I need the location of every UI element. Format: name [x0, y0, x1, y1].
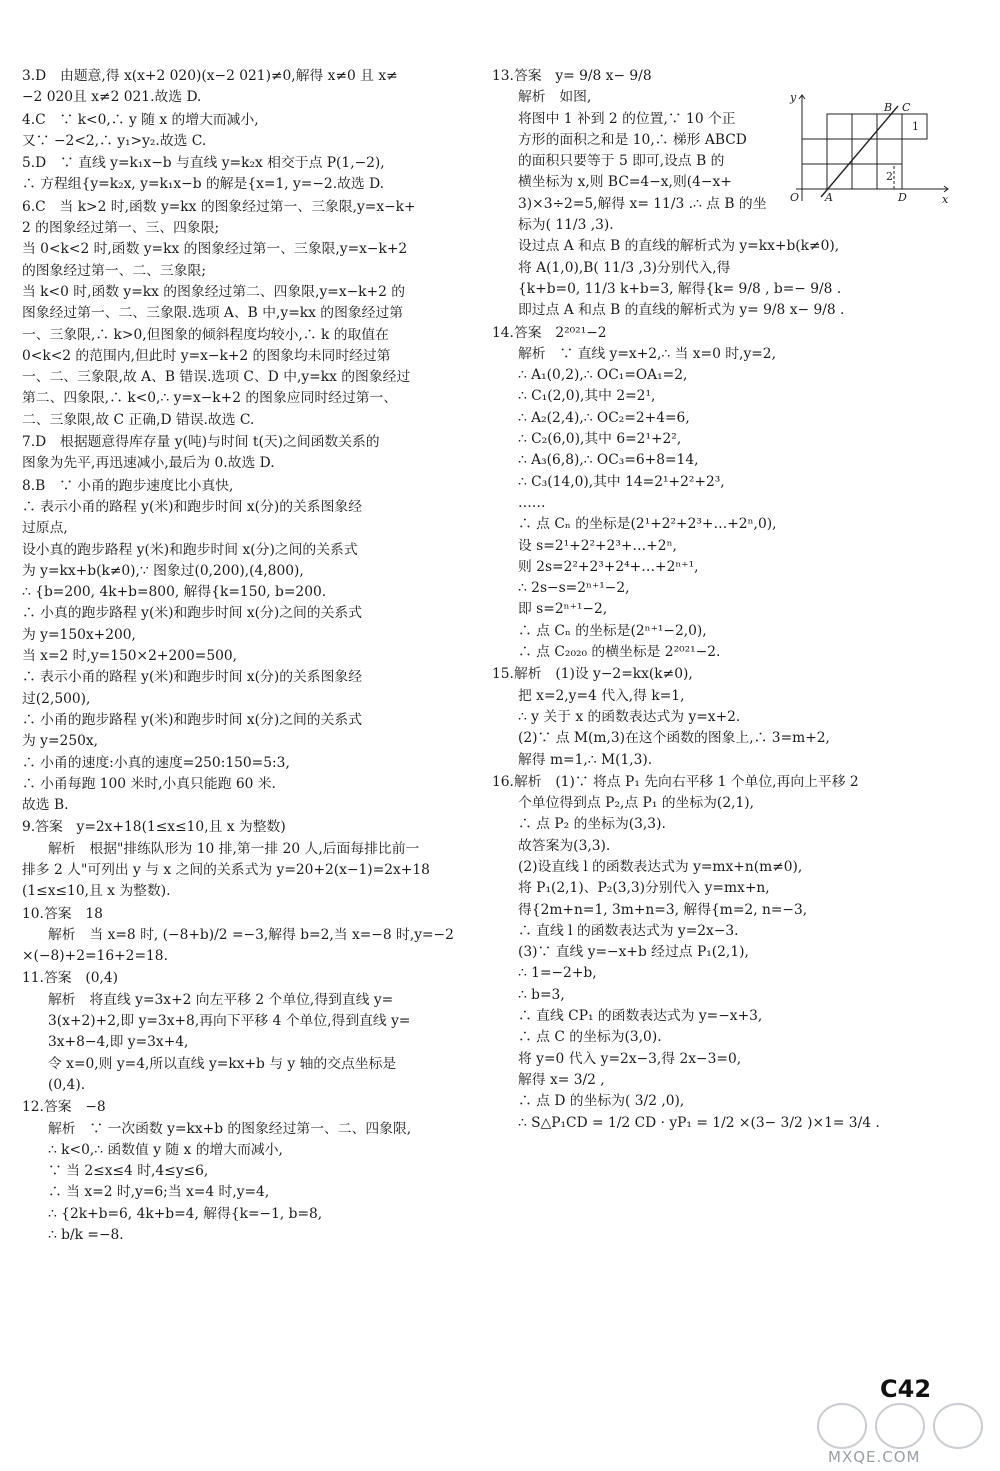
line: 将图中 1 补到 2 的位置,∵ 10 个正 — [518, 110, 736, 127]
line: 一、三象限,∴ k>0,但图象的倾斜程度均较小,∴ k 的取值在 — [22, 326, 389, 343]
line: 图象为先平,再迅速减小,最后为 0.故选 D. — [22, 455, 275, 472]
line: 6.C 当 k>2 时,函数 y=kx 的图象经过第一、三象限,y=x−k+ — [22, 198, 416, 215]
line: ∴ 点 P₂ 的坐标为(3,3). — [518, 816, 666, 833]
line: 当 k<0 时,函数 y=kx 的图象经过第二、四象限,y=x−k+2 的 — [22, 283, 406, 300]
grid-square — [852, 139, 877, 164]
line: 为 y=150x+200, — [22, 626, 136, 643]
grid-square — [852, 164, 877, 189]
line: −2 020且 x≠2 021.故选 D. — [22, 89, 202, 106]
watermark-circle — [876, 1404, 924, 1448]
line: ∴ 当 x=2 时,y=6;当 x=4 时,y=4, — [48, 1184, 270, 1201]
line: 14.答案 2²⁰²¹−2 — [492, 324, 607, 341]
line: ∴ A₃(6,8),∴ OC₃=6+8=14, — [518, 452, 699, 469]
line: 一、二、三象限,故 A、B 错误.选项 C、D 中,y=kx 的图象经过 — [22, 369, 411, 386]
line: ∴ 方程组{y=k₂x, y=k₁x−b 的解是{x=1, y=−2.故选 D. — [22, 176, 385, 193]
grid-square — [802, 164, 827, 189]
page-number: C42 — [880, 1375, 932, 1403]
watermark-circle — [818, 1404, 866, 1448]
line: ∴ 1=−2+b, — [518, 965, 597, 982]
line: 设小真的跑步路程 y(米)和跑步时间 x(分)之间的关系式 — [22, 541, 358, 558]
line: ∴ 点 C₂₀₂₀ 的横坐标是 2²⁰²¹−2. — [518, 644, 721, 661]
line: (1≤x≤10,且 x 为整数). — [22, 883, 171, 900]
line: ∴ y 关于 x 的函数表达式为 y=x+2. — [518, 708, 741, 725]
line: ∴ 点 C 的坐标为(3,0). — [518, 1029, 662, 1046]
line: 故答案为(3,3). — [518, 837, 611, 854]
line-ab — [821, 106, 898, 197]
line: 2 的图象经过第一、三、四象限; — [22, 220, 220, 237]
line: 7.D 根据题意得库存量 y(吨)与时间 t(天)之间函数关系的 — [22, 434, 380, 451]
right-column — [492, 66, 954, 1135]
origin-label: O — [790, 191, 800, 205]
answer-16 — [492, 772, 954, 1134]
line: 设过点 A 和点 B 的直线的解析式为 y=kx+b(k≠0), — [518, 238, 840, 255]
line: ∴ 小真的跑步路程 y(米)和跑步时间 x(分)之间的关系式 — [22, 605, 362, 622]
line: ∴ 小甬的速度:小真的速度=250:150=5:3, — [22, 754, 290, 771]
line: ∴ 2s−s=2ⁿ⁺¹−2, — [518, 580, 630, 597]
line: 当 0<k<2 时,函数 y=kx 的图象经过第一、三象限,y=x−k+2 — [22, 241, 408, 258]
line: 解得 x= 3/2 , — [518, 1071, 605, 1088]
line: 过(2,500), — [22, 690, 91, 707]
line: 二、三象限,故 C 正确,D 错误.故选 C. — [22, 411, 255, 428]
line: 方形的面积之和是 10,∴ 梯形 ABCD — [518, 131, 747, 148]
line: 12.答案 −8 — [22, 1099, 106, 1116]
line: 5.D ∵ 直线 y=k₁x−b 与直线 y=k₂x 相交于点 P(1,−2), — [22, 155, 385, 172]
answer-7 — [22, 432, 464, 475]
line: ∴ k<0,∴ 函数值 y 随 x 的增大而减小, — [48, 1141, 283, 1158]
y-axis-label: y — [790, 91, 797, 105]
line: ∴ {b=200, 4k+b=800, 解得{k=150, b=200. — [22, 584, 327, 601]
line: ×(−8)+2=16+2=18. — [22, 948, 168, 965]
line: 将 P₁(2,1)、P₂(3,3)分别代入 y=mx+n, — [518, 880, 770, 897]
line: 的面积只要等于 5 即可,设点 B 的 — [518, 153, 725, 170]
line: 将 y=0 代入 y=2x−3,得 2x−3=0, — [518, 1050, 742, 1067]
line: ∴ S△P₁CD = 1/2 CD · yP₁ = 1/2 ×(3− 3/2 )×1= 3/4 . — [518, 1114, 880, 1131]
line: 排多 2 人"可列出 y 与 x 之间的关系式为 y=20+2(x−1)=2x+18 — [22, 861, 430, 878]
answer-11 — [22, 968, 464, 1096]
answer-6 — [22, 197, 464, 431]
trapezoid-grid-diagram — [782, 89, 954, 207]
line: ∴ C₁(2,0),其中 2=2¹, — [518, 388, 656, 405]
line: 过原点, — [22, 520, 68, 537]
line: …… — [518, 494, 546, 511]
line: 16.解析 (1)∵ 将点 P₁ 先向右平移 1 个单位,再向上平移 2 — [492, 773, 859, 790]
line: 4.C ∵ k<0,∴ y 随 x 的增大而减小, — [22, 111, 259, 128]
line: ∴ 点 Cₙ 的坐标是(2¹+2²+2³+…+2ⁿ,0), — [518, 516, 777, 533]
answer-4 — [22, 110, 464, 153]
line: 3)×3÷2=5,解得 x= 11/3 .∴ 点 B 的坐标为( 11/3 ,3). — [518, 195, 767, 234]
line: (0,4). — [48, 1076, 86, 1093]
line: 10.答案 18 — [22, 905, 103, 922]
line: 0<k<2 的范围内,但此时 y=x−k+2 的图象均未同时经过第 — [22, 347, 391, 364]
line: 故选 B. — [22, 797, 69, 814]
region-1-label: 1 — [912, 120, 919, 134]
grid-square — [802, 139, 827, 164]
point-b-label: B — [884, 101, 893, 115]
line: 即过点 A 和点 B 的直线的解析式为 y= 9/8 x− 9/8 . — [518, 302, 845, 319]
region-2-label: 2 — [886, 170, 893, 184]
line: 解析 ∵ 一次函数 y=kx+b 的图象经过第一、二、四象限, — [48, 1120, 412, 1137]
line: ∵ 当 2≤x≤4 时,4≤y≤6, — [48, 1163, 209, 1180]
line: 当 x=2 时,y=150×2+200=500, — [22, 648, 238, 665]
line: 3x+8−4,即 y=3x+4, — [48, 1034, 189, 1051]
grid-square — [877, 139, 902, 164]
answer-10 — [22, 904, 464, 968]
answer-12 — [22, 1097, 464, 1246]
x-axis-label: x — [942, 193, 949, 207]
line: 个单位得到点 P₂,点 P₁ 的坐标为(2,1), — [518, 795, 755, 812]
line: ∴ 直线 CP₁ 的函数表达式为 y=−x+3, — [518, 1008, 763, 1025]
line: 解析 ∵ 直线 y=x+2,∴ 当 x=0 时,y=2, — [518, 345, 776, 362]
line: 又∵ −2<2,∴ y₁>y₂.故选 C. — [22, 132, 207, 149]
line: 即 s=2ⁿ⁺¹−2, — [518, 601, 608, 618]
line: ∴ 直线 l 的函数表达式为 y=2x−3. — [518, 922, 739, 939]
line: ∴ C₃(14,0),其中 14=2¹+2²+2³, — [518, 473, 725, 490]
point-d-label: D — [898, 191, 907, 205]
line: 9.答案 y=2x+18(1≤x≤10,且 x 为整数) — [22, 819, 286, 836]
line: 3(x+2)+2,即 y=3x+8,再向下平移 4 个单位,得到直线 y= — [48, 1013, 411, 1030]
point-c-label: C — [902, 101, 911, 115]
grid-square — [827, 139, 852, 164]
line: ∴ 表示小甬的路程 y(米)和跑步时间 x(分)的关系图象经 — [22, 498, 362, 515]
line: 15.解析 (1)设 y−2=kx(k≠0), — [492, 666, 693, 683]
line: 为 y=250x, — [22, 733, 99, 750]
answer-9 — [22, 817, 464, 902]
line: ∴ 点 D 的坐标为( 3/2 ,0), — [518, 1093, 685, 1110]
line: ∴ {2k+b=6, 4k+b=4, 解得{k=−1, b=8, — [48, 1205, 323, 1222]
line: 解析 如图, — [518, 89, 592, 106]
answer-3 — [22, 66, 464, 109]
line: 解析 根据"排练队形为 10 排,第一排 20 人,后面每排比前一 — [48, 840, 420, 857]
line: (2)设直线 l 的函数表达式为 y=mx+n(m≠0), — [518, 858, 803, 875]
line: 得{2m+n=1, 3m+n=3, 解得{m=2, n=−3, — [518, 901, 808, 918]
answer-14 — [492, 323, 954, 664]
grid-figure — [782, 89, 954, 207]
line: 解析 将直线 y=3x+2 向左平移 2 个单位,得到直线 y= — [48, 991, 394, 1008]
watermark-circle — [934, 1404, 982, 1448]
line: 横坐标为 x,则 BC=4−x,则(4−x+ — [518, 174, 732, 191]
grid-square — [827, 114, 852, 139]
answer-13 — [492, 66, 954, 322]
line: 解析 当 x=8 时, (−8+b)/2 =−3,解得 b=2,当 x=−8 时,y=−2 — [48, 926, 454, 943]
line: 8.B ∵ 小甬的跑步速度比小真快, — [22, 477, 234, 494]
line: 将 A(1,0),B( 11/3 ,3)分别代入,得 — [518, 259, 731, 276]
left-column — [22, 66, 464, 1247]
point-a-label: A — [825, 191, 833, 205]
line: ∴ 小甬每跑 100 米时,小真只能跑 60 米. — [22, 775, 276, 792]
line: 11.答案 (0,4) — [22, 970, 119, 987]
line: 令 x=0,则 y=4,所以直线 y=kx+b 与 y 轴的交点坐标是 — [48, 1055, 397, 1072]
watermark-text: MXQE.COM — [828, 1448, 921, 1466]
line: 则 2s=2²+2³+2⁴+…+2ⁿ⁺¹, — [518, 558, 699, 575]
answer-5 — [22, 153, 464, 196]
line: ∴ 表示小甬的路程 y(米)和跑步时间 x(分)的关系图象经 — [22, 669, 362, 686]
line: 为 y=kx+b(k≠0),∵ 图象过(0,200),(4,800), — [22, 562, 304, 579]
line: 图象经过第一、二、三象限.选项 A、B 中,y=kx 的图象经过第 — [22, 305, 404, 322]
line: 的图象经过第一、二、三象限; — [22, 262, 207, 279]
line: ∴ 点 Cₙ 的坐标是(2ⁿ⁺¹−2,0), — [518, 622, 707, 639]
line: ∴ 小甬的跑步路程 y(米)和跑步时间 x(分)之间的关系式 — [22, 711, 362, 728]
line: (2)∵ 点 M(m,3)在这个函数的图象上,∴ 3=m+2, — [518, 730, 830, 747]
line: ∴ A₂(2,4),∴ OC₂=2+4=6, — [518, 409, 690, 426]
line: {k+b=0, 11/3 k+b=3, 解得{k= 9/8 , b=− 9/8 . — [518, 280, 842, 297]
line: (3)∵ 直线 y=−x+b 经过点 P₁(2,1), — [518, 944, 749, 961]
line: 13.答案 y= 9/8 x− 9/8 — [492, 68, 652, 84]
line: 解得 m=1,∴ M(1,3). — [518, 751, 653, 768]
line: 把 x=2,y=4 代入,得 k=1, — [518, 687, 685, 704]
answer-15 — [492, 664, 954, 770]
line: 第二、四象限,∴ k<0,∴ y=x−k+2 的图象应同时经过第一、 — [22, 390, 398, 407]
line: ∴ b=3, — [518, 986, 565, 1003]
line: 3.D 由题意,得 x(x+2 020)(x−2 021)≠0,解得 x≠0 且 x≠ — [22, 68, 398, 84]
line: ∴ C₂(6,0),其中 6=2¹+2², — [518, 431, 682, 448]
answer-8 — [22, 476, 464, 817]
line: ∴ A₁(0,2),∴ OC₁=OA₁=2, — [518, 367, 688, 384]
line: 设 s=2¹+2²+2³+…+2ⁿ, — [518, 537, 677, 554]
line: ∴ b/k =−8. — [48, 1227, 124, 1244]
